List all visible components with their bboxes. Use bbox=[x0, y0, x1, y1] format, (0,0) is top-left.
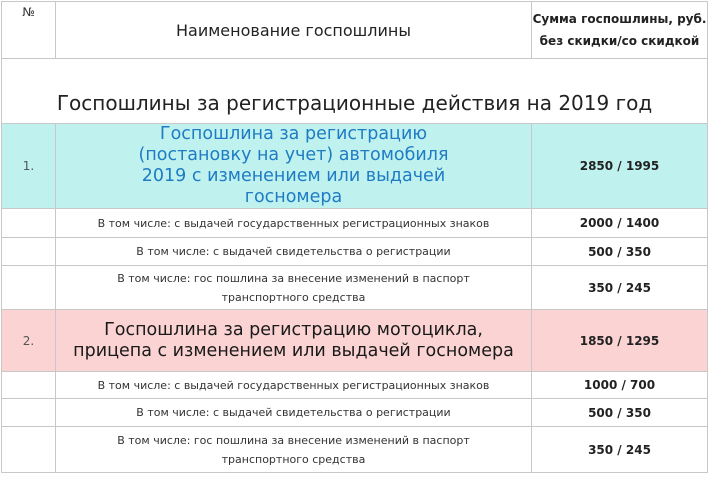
item-text: В том числе: с выдачей государственных регистрационных знаков bbox=[56, 209, 532, 238]
section-row bbox=[2, 59, 708, 124]
group-amount: 2850 / 1995 bbox=[532, 124, 708, 209]
header-sum-line2: без скидки/со скидкой bbox=[539, 34, 700, 48]
group-number: 2. bbox=[2, 310, 56, 372]
item-amount: 350 / 245 bbox=[532, 427, 708, 473]
group-title: Госпошлина за регистрацию (постановку на учет) автомобиля 2019 с изменением или выдачей госномера bbox=[56, 124, 532, 209]
item-amount: 500 / 350 bbox=[532, 399, 708, 427]
header-name: Наименование госпошлины bbox=[56, 2, 532, 59]
group-number: 1. bbox=[2, 124, 56, 209]
header-sum bbox=[532, 2, 708, 59]
header-sum-line1: Сумма госпошлины, руб. bbox=[532, 12, 707, 26]
item-amount: 2000 / 1400 bbox=[532, 209, 708, 238]
fee-group-row bbox=[2, 124, 708, 209]
table-row bbox=[2, 372, 708, 399]
table-row bbox=[2, 266, 708, 310]
item-amount: 1000 / 700 bbox=[532, 372, 708, 399]
fees-table bbox=[1, 1, 708, 473]
item-text: В том числе: гос пошлина за внесение изменений в паспорт транспортного средства bbox=[56, 266, 532, 310]
table-row bbox=[2, 238, 708, 266]
section-title: Госпошлины за регистрационные действия на 2019 год bbox=[2, 59, 708, 124]
table-row bbox=[2, 399, 708, 427]
item-amount: 500 / 350 bbox=[532, 238, 708, 266]
table-row bbox=[2, 427, 708, 473]
header-number: № bbox=[2, 2, 56, 59]
item-text: В том числе: с выдачей свидетельства о регистрации bbox=[56, 238, 532, 266]
group-title: Госпошлина за регистрацию мотоцикла, прицепа с изменением или выдачей госномера bbox=[56, 310, 532, 372]
table-header-row bbox=[2, 2, 708, 59]
group-amount: 1850 / 1295 bbox=[532, 310, 708, 372]
fee-group-row bbox=[2, 310, 708, 372]
table-row bbox=[2, 209, 708, 238]
item-amount: 350 / 245 bbox=[532, 266, 708, 310]
item-text: В том числе: с выдачей государственных регистрационных знаков bbox=[56, 372, 532, 399]
item-text: В том числе: с выдачей свидетельства о регистрации bbox=[56, 399, 532, 427]
item-text: В том числе: гос пошлина за внесение изменений в паспорт транспортного средства bbox=[56, 427, 532, 473]
